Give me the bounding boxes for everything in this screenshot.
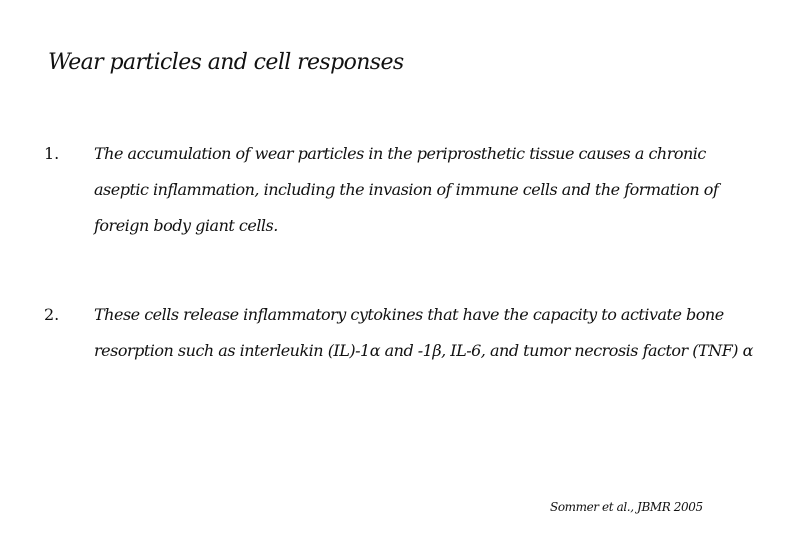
slide-title: Wear particles and cell responses bbox=[48, 50, 404, 75]
list-item-number: 2. bbox=[44, 305, 60, 324]
list-item-text: These cells release inflammatory cytokines that have the capacity to activate bone resorption such as interleukin (IL)-1α and -1β, IL-6, and tumor necrosis factor (TNF) α bbox=[94, 305, 753, 360]
list-item-text: The accumulation of wear particles in the periprosthetic tissue causes a chronic aseptic inflammation, including the invasion of immune cells and the formation of foreign body giant cells. bbox=[94, 144, 719, 235]
list-item-number: 1. bbox=[44, 144, 60, 163]
citation: Sommer et al., JBMR 2005 bbox=[550, 500, 703, 514]
